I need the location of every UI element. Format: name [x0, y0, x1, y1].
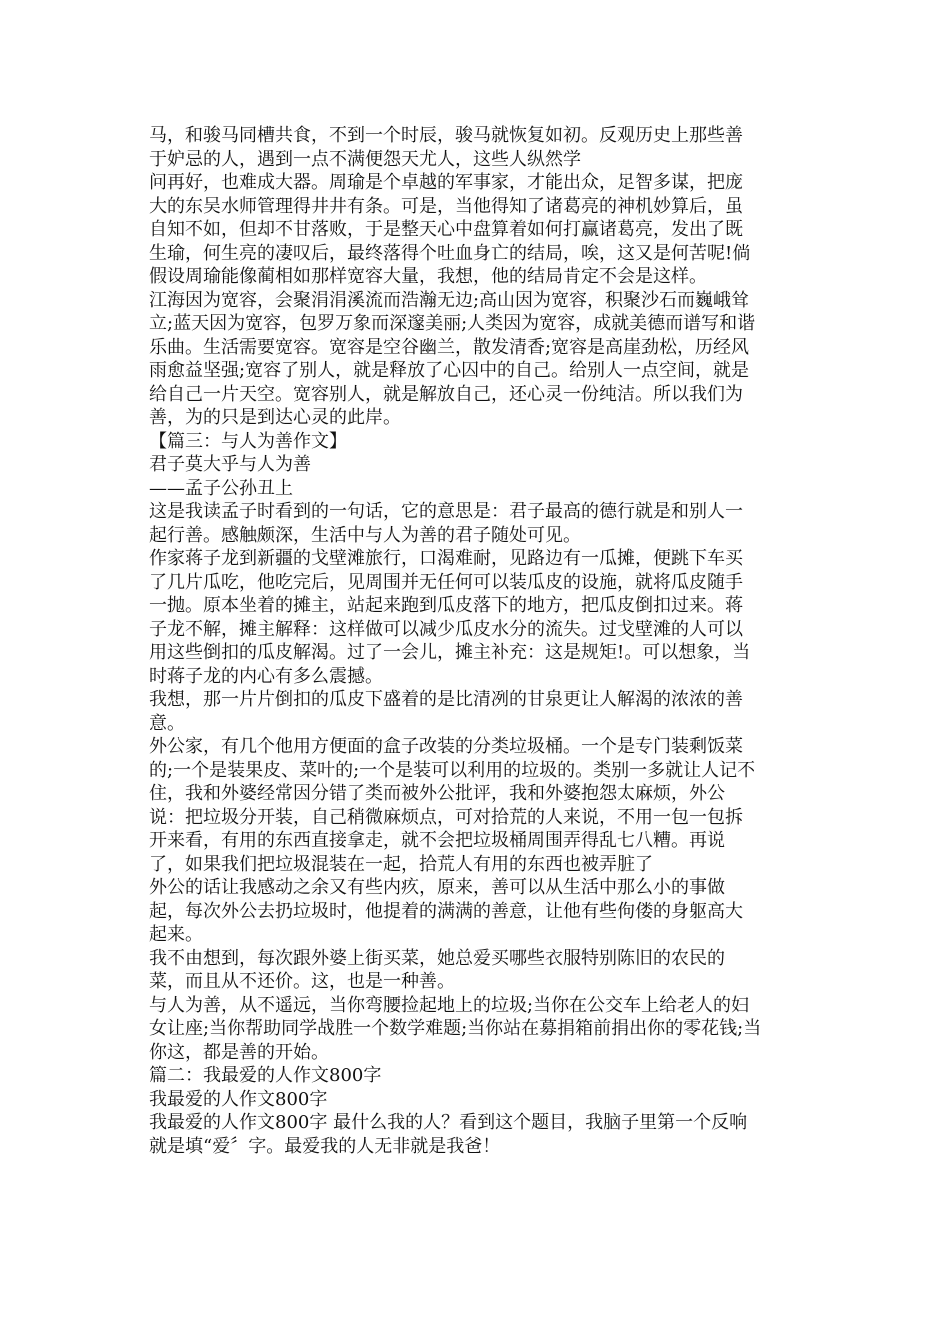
text-line: 就是填“爱〞字。最爱我的人无非就是我爸！	[149, 1135, 501, 1157]
text-line: 问再好，也难成大器。周瑜是个卓越的军事家，才能出众，足智多谋，把庞	[149, 172, 743, 193]
text-line: 住，我和外婆经常因分错了类而被外公批评，我和外婆抱怨太麻烦，外公	[149, 783, 725, 804]
text-line: 用这些倒扣的瓜皮解渴。过了一会儿，摊主补充：这是规矩!。可以想象，当	[149, 642, 751, 663]
text-line: 我最爱的人作文800字 最什么我的人？看到这个题目，我脑子里第一个反响	[149, 1112, 748, 1133]
text-line: 与人为善，从不遥远，当你弯腰捡起地上的垃圾;当你在公交车上给老人的妇	[149, 994, 750, 1016]
text-line: 雨愈益坚强;宽容了别人，就是释放了心囚中的自己。给别人一点空间，就是	[149, 360, 750, 381]
text-line: 起，每次外公去扔垃圾时，他提着的满满的善意，让他有些佝偻的身躯高大	[149, 900, 743, 922]
text-line: 外公家，有几个他用方便面的盒子改装的分类垃圾桶。一个是专门装剩饭菜	[149, 736, 743, 757]
text-line: 子龙不解，摊主解释：这样做可以减少瓜皮水分的流失。过戈壁滩的人可以	[149, 618, 743, 640]
essay-title: 我最爱的人作文800字	[149, 1088, 328, 1110]
text-line: 马，和骏马同槽共食，不到一个时辰，骏马就恢复如初。反观历史上那些善	[149, 125, 743, 146]
text-line: 生瑜，何生亮的凄叹后，最终落得个吐血身亡的结局，唉，这又是何苦呢!倘	[149, 242, 751, 264]
section-heading: 篇二：我最爱的人作文800字	[149, 1065, 382, 1086]
text-line: 了几片瓜吃，他吃完后，见周围并无任何可以装瓜皮的设施，就将瓜皮随手	[149, 571, 743, 593]
text-line: 外公的话让我感动之余又有些内疚，原来，善可以从生活中那么小的事做	[149, 877, 725, 898]
text-line: 的;一个是装果皮、菜叶的;一个是装可以利用的垃圾的。类别一多就让人记不	[149, 759, 756, 781]
text-line: 起来。	[149, 924, 203, 945]
text-line: 江海因为宽容，会聚涓涓溪流而浩瀚无边;高山因为宽容，积聚沙石而巍峨耸	[149, 289, 750, 311]
text-line: 我想，那一片片倒扣的瓜皮下盛着的是比清冽的甘泉更让人解渴的浓浓的善	[149, 689, 743, 710]
text-line: 于妒忌的人，遇到一点不满便怨天尤人，这些人纵然学	[149, 148, 581, 170]
text-line: 给自己一片天空。宽容别人，就是解放自己，还心灵一份纯洁。所以我们为	[149, 383, 743, 405]
text-line: 我不由想到，每次跟外婆上街买菜，她总爱买哪些衣服特别陈旧的农民的	[149, 947, 725, 969]
text-line: 意。	[149, 712, 185, 734]
text-line: 开来看，有用的东西直接拿走，就不会把垃圾桶周围弄得乱七八糟。再说	[149, 830, 725, 851]
quote-attribution: ——孟子公孙丑上	[149, 477, 293, 499]
text-line: 说：把垃圾分开装，自己稍微麻烦点，可对拾荒的人来说，不用一包一包拆	[149, 806, 743, 828]
text-line: 作家蒋子龙到新疆的戈壁滩旅行，口渴难耐，见路边有一瓜摊，便跳下车买	[149, 548, 743, 569]
text-line: 乐曲。生活需要宽容。宽容是空谷幽兰，散发清香;宽容是高崖劲松，历经风	[149, 336, 750, 358]
text-line: 善，为的只是到达心灵的此岸。	[149, 407, 401, 428]
document-body	[149, 124, 809, 1158]
text-line: 了，如果我们把垃圾混装在一起，拾荒人有用的东西也被弄脏了	[149, 853, 653, 875]
text-line: 女让座;当你帮助同学战胜一个数学难题;当你站在募捐箱前捐出你的零花钱;当	[149, 1018, 762, 1039]
text-line: 起行善。感触颇深，生活中与人为善的君子随处可见。	[149, 524, 581, 546]
text-line: 时蒋子龙的内心有多么震撼。	[149, 665, 383, 687]
text-line: 立;蓝天因为宽容，包罗万象而深邃美丽;人类因为宽容，成就美德而谱写和谐	[149, 313, 756, 334]
text-line: 这是我读孟子时看到的一句话，它的意思是：君子最高的德行就是和别人一	[149, 501, 743, 522]
text-line: 你这，都是善的开始。	[149, 1041, 329, 1063]
text-line: 自知不如，但却不甘落败，于是整天心中盘算着如何打赢诸葛亮，发出了既	[149, 219, 743, 240]
text-line: 一抛。原本坐着的摊主，站起来跑到瓜皮落下的地方，把瓜皮倒扣过来。蒋	[149, 595, 743, 616]
text-line: 大的东吴水师管理得井井有条。可是，当他得知了诸葛亮的神机妙算后，虽	[149, 195, 743, 217]
section-heading: 【篇三：与人为善作文】	[149, 430, 347, 452]
text-line: 假设周瑜能像蔺相如那样宽容大量，我想，他的结局肯定不会是这样。	[149, 266, 707, 287]
text-line: 菜，而且从不还价。这，也是一种善。	[149, 971, 455, 992]
quote-line: 君子莫大乎与人为善	[149, 454, 311, 475]
